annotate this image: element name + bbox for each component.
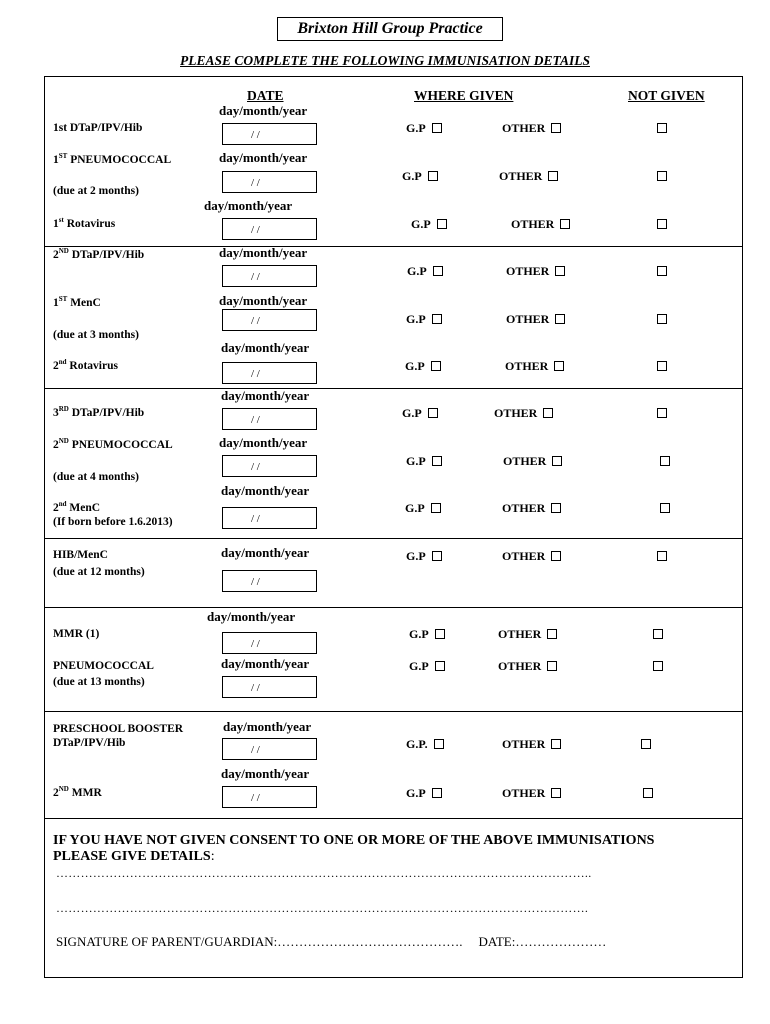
gp-option[interactable]	[409, 659, 445, 673]
date-input[interactable]: / /	[222, 362, 317, 384]
not-given-checkbox[interactable]	[653, 629, 663, 639]
signature-date-label: DATE:	[478, 934, 516, 949]
date-input[interactable]: / /	[222, 676, 317, 698]
gp-checkbox[interactable]	[432, 123, 442, 133]
date-format-label: day/month/year	[219, 245, 308, 260]
date-format-label: day/month/year	[207, 609, 296, 624]
gp-checkbox[interactable]	[435, 629, 445, 639]
other-checkbox[interactable]	[551, 503, 561, 513]
not-given-option[interactable]	[657, 312, 667, 326]
gp-option[interactable]	[405, 501, 441, 515]
other-label: OTHER	[502, 549, 546, 563]
section-divider	[44, 538, 743, 539]
gp-option[interactable]	[411, 217, 447, 231]
gp-option[interactable]	[409, 627, 445, 641]
consent-heading-line1: IF YOU HAVE NOT GIVEN CONSENT TO ONE OR MORE OF THE ABOVE IMMUNISATIONS	[53, 833, 655, 848]
not-given-option[interactable]	[657, 217, 667, 231]
other-label: OTHER	[502, 121, 546, 135]
vaccine-label: PNEUMOCOCCAL	[53, 660, 154, 672]
vaccine-label: 2nd Rotavirus	[53, 358, 118, 372]
section-divider	[44, 711, 743, 712]
not-given-checkbox[interactable]	[657, 408, 667, 418]
date-format-label: day/month/year	[219, 103, 308, 118]
other-option[interactable]	[498, 627, 557, 641]
gp-checkbox[interactable]	[437, 219, 447, 229]
other-option[interactable]	[502, 549, 561, 563]
gp-label: G.P	[406, 312, 426, 326]
consent-details-line[interactable]: …………………………………………………………………………………………………………………..	[56, 866, 592, 880]
gp-option[interactable]	[406, 786, 442, 800]
form-instruction: PLEASE COMPLETE THE FOLLOWING IMMUNISATION DETAILS	[180, 53, 590, 68]
other-checkbox[interactable]	[551, 739, 561, 749]
date-format-label: day/month/year	[219, 435, 308, 450]
signature-field[interactable]: …………………………………….	[277, 934, 463, 949]
date-format-label: day/month/year	[221, 388, 310, 403]
gp-option[interactable]	[406, 549, 442, 563]
other-option[interactable]	[506, 312, 565, 326]
due-note: (due at 12 months)	[53, 566, 145, 578]
date-input[interactable]: / /	[222, 632, 317, 654]
other-label: OTHER	[499, 169, 543, 183]
other-option[interactable]	[494, 406, 553, 420]
date-format-label: day/month/year	[221, 766, 310, 781]
gp-label: G.P	[405, 501, 425, 515]
other-label: OTHER	[498, 659, 542, 673]
consent-details-line[interactable]: ………………………………………………………………………………………………………………….	[56, 901, 589, 915]
other-option[interactable]	[502, 501, 561, 515]
vaccine-label: 2ND MMR	[53, 785, 102, 799]
other-checkbox[interactable]	[551, 123, 561, 133]
date-format-label: day/month/year	[221, 656, 310, 671]
due-note: (due at 3 months)	[53, 329, 139, 341]
other-checkbox[interactable]	[551, 551, 561, 561]
due-note: (due at 2 months)	[53, 185, 139, 197]
practice-name: Brixton Hill Group Practice	[277, 17, 503, 41]
date-format-label: day/month/year	[221, 340, 310, 355]
signature-date-field[interactable]: …………………	[515, 934, 607, 949]
vaccine-label: 3RD DTaP/IPV/Hib	[53, 405, 145, 419]
vaccine-label: 2nd MenC (If born before 1.6.2013)	[53, 500, 173, 528]
vaccine-label: 2ND PNEUMOCOCCAL	[53, 437, 173, 451]
other-checkbox[interactable]	[560, 219, 570, 229]
gp-checkbox[interactable]	[428, 408, 438, 418]
gp-checkbox[interactable]	[434, 739, 444, 749]
gp-checkbox[interactable]	[431, 503, 441, 513]
vaccine-label: 1st DTaP/IPV/Hib	[53, 122, 143, 134]
other-label: OTHER	[511, 217, 555, 231]
consent-heading	[53, 833, 743, 865]
vaccine-label: MMR (1)	[53, 628, 100, 640]
other-checkbox[interactable]	[555, 314, 565, 324]
date-input[interactable]: / /	[222, 738, 317, 760]
date-input[interactable]: / /	[222, 570, 317, 592]
not-given-checkbox[interactable]	[657, 171, 667, 181]
other-option[interactable]	[502, 121, 561, 135]
date-input[interactable]: / /	[222, 455, 317, 477]
not-given-checkbox[interactable]	[660, 503, 670, 513]
consent-heading-line2: PLEASE GIVE DETAILS:	[53, 849, 215, 864]
not-given-checkbox[interactable]	[641, 739, 651, 749]
other-checkbox[interactable]	[555, 266, 565, 276]
not-given-option[interactable]	[657, 169, 667, 183]
section-divider	[44, 388, 743, 389]
gp-option[interactable]	[406, 312, 442, 326]
not-given-option[interactable]	[641, 737, 651, 751]
vaccine-label: HIB/MenC	[53, 549, 108, 561]
column-header-date: DATE	[247, 88, 284, 103]
not-given-checkbox[interactable]	[653, 661, 663, 671]
other-checkbox[interactable]	[551, 788, 561, 798]
gp-label: G.P	[409, 659, 429, 673]
gp-label: G.P	[402, 406, 422, 420]
not-given-option[interactable]	[653, 627, 663, 641]
gp-checkbox[interactable]	[432, 456, 442, 466]
date-input[interactable]: / /	[222, 786, 317, 808]
other-label: OTHER	[502, 786, 546, 800]
not-given-checkbox[interactable]	[660, 456, 670, 466]
vaccine-label: 2ND DTaP/IPV/Hib	[53, 247, 145, 261]
date-input[interactable]: / /	[222, 171, 317, 193]
date-format-label: day/month/year	[219, 150, 308, 165]
other-label: OTHER	[503, 454, 547, 468]
gp-option[interactable]	[406, 737, 444, 751]
gp-label: G.P	[406, 786, 426, 800]
not-given-option[interactable]	[657, 549, 667, 563]
other-checkbox[interactable]	[548, 171, 558, 181]
date-input[interactable]: / /	[222, 507, 317, 529]
other-label: OTHER	[498, 627, 542, 641]
gp-option[interactable]	[406, 121, 442, 135]
not-given-checkbox[interactable]	[657, 123, 667, 133]
vaccine-label: 1st Rotavirus	[53, 216, 116, 230]
other-checkbox[interactable]	[554, 361, 564, 371]
other-label: OTHER	[506, 264, 550, 278]
other-option[interactable]	[506, 264, 565, 278]
other-label: OTHER	[494, 406, 538, 420]
date-input[interactable]: / /	[222, 265, 317, 287]
gp-option[interactable]	[402, 406, 438, 420]
gp-checkbox[interactable]	[433, 266, 443, 276]
signature-row	[56, 934, 606, 950]
gp-label: G.P	[406, 454, 426, 468]
other-label: OTHER	[502, 737, 546, 751]
not-given-option[interactable]	[657, 359, 667, 373]
date-format-label: day/month/year	[219, 293, 308, 308]
section-divider	[44, 818, 743, 819]
date-format-label: day/month/year	[221, 545, 310, 560]
not-given-checkbox[interactable]	[657, 361, 667, 371]
signature-label: SIGNATURE OF PARENT/GUARDIAN:	[56, 934, 278, 949]
vaccine-label: PRESCHOOL BOOSTER DTaP/IPV/Hib	[53, 723, 184, 749]
gp-label: G.P	[409, 627, 429, 641]
not-given-option[interactable]	[643, 786, 653, 800]
gp-label: G.P	[405, 359, 425, 373]
gp-option[interactable]	[402, 169, 438, 183]
gp-checkbox[interactable]	[432, 551, 442, 561]
other-option[interactable]	[499, 169, 558, 183]
other-checkbox[interactable]	[552, 456, 562, 466]
not-given-checkbox[interactable]	[643, 788, 653, 798]
gp-option[interactable]	[405, 359, 441, 373]
not-given-checkbox[interactable]	[657, 266, 667, 276]
gp-option[interactable]	[407, 264, 443, 278]
other-label: OTHER	[505, 359, 549, 373]
gp-checkbox[interactable]	[428, 171, 438, 181]
not-given-checkbox[interactable]	[657, 219, 667, 229]
gp-label: G.P	[402, 169, 422, 183]
column-header-where-given: WHERE GIVEN	[414, 88, 514, 103]
gp-label: G.P.	[406, 737, 428, 751]
other-checkbox[interactable]	[547, 629, 557, 639]
gp-label: G.P	[406, 549, 426, 563]
date-format-label: day/month/year	[221, 483, 310, 498]
section-divider	[44, 246, 743, 247]
not-given-option[interactable]	[657, 406, 667, 420]
date-format-label: day/month/year	[204, 198, 293, 213]
date-input[interactable]: / /	[222, 408, 317, 430]
other-option[interactable]	[498, 659, 557, 673]
date-input[interactable]: / /	[222, 218, 317, 240]
not-given-option[interactable]	[657, 121, 667, 135]
column-header-not-given: NOT GIVEN	[628, 88, 705, 103]
due-note: (due at 13 months)	[53, 676, 145, 688]
vaccine-label: 1ST PNEUMOCOCCAL	[53, 152, 172, 166]
other-label: OTHER	[502, 501, 546, 515]
date-input[interactable]: / /	[222, 309, 317, 331]
gp-label: G.P	[411, 217, 431, 231]
other-label: OTHER	[506, 312, 550, 326]
other-option[interactable]	[502, 786, 561, 800]
other-checkbox[interactable]	[543, 408, 553, 418]
not-given-option[interactable]	[660, 454, 670, 468]
date-input[interactable]: / /	[222, 123, 317, 145]
not-given-option[interactable]	[653, 659, 663, 673]
other-checkbox[interactable]	[547, 661, 557, 671]
gp-checkbox[interactable]	[432, 788, 442, 798]
not-given-checkbox[interactable]	[657, 551, 667, 561]
gp-checkbox[interactable]	[432, 314, 442, 324]
not-given-option[interactable]	[657, 264, 667, 278]
not-given-checkbox[interactable]	[657, 314, 667, 324]
gp-checkbox[interactable]	[431, 361, 441, 371]
gp-option[interactable]	[406, 454, 442, 468]
due-note: (due at 4 months)	[53, 471, 139, 483]
gp-checkbox[interactable]	[435, 661, 445, 671]
other-option[interactable]	[503, 454, 562, 468]
gp-label: G.P	[406, 121, 426, 135]
other-option[interactable]	[505, 359, 564, 373]
section-divider	[44, 607, 743, 608]
other-option[interactable]	[502, 737, 561, 751]
not-given-option[interactable]	[660, 501, 670, 515]
other-option[interactable]	[511, 217, 570, 231]
gp-label: G.P	[407, 264, 427, 278]
vaccine-label: 1ST MenC	[53, 295, 101, 309]
date-format-label: day/month/year	[223, 719, 312, 734]
